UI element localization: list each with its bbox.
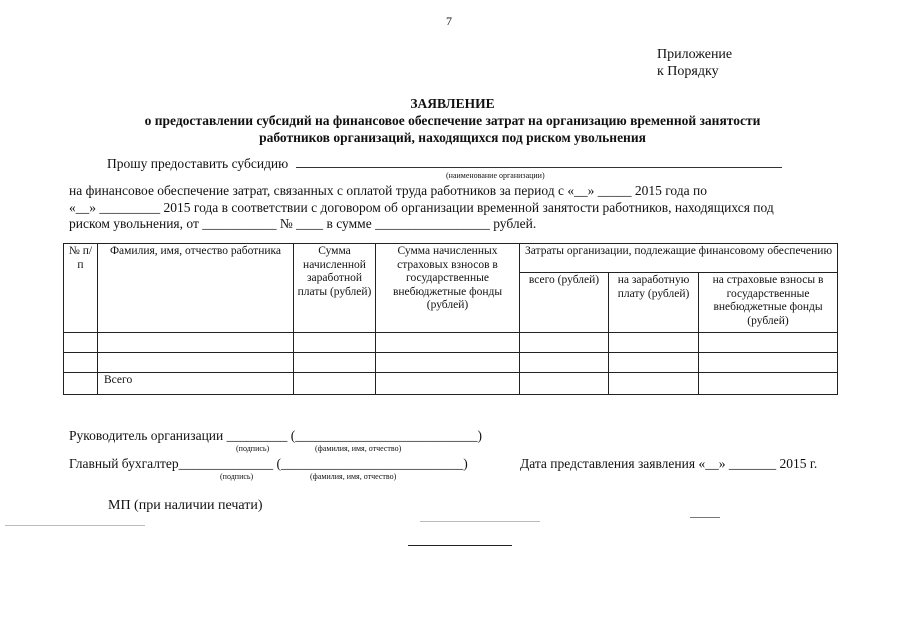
scan-artifact — [690, 517, 720, 518]
table-cell — [699, 373, 838, 395]
header-costs-total: всего (рублей) — [520, 273, 609, 333]
table-cell — [98, 353, 294, 373]
paragraph-line-2: «__» _________ 2015 года в соответствии с договором об организации временной занятости работников, находящихся под — [69, 199, 774, 215]
request-label: Прошу предоставить субсидию — [107, 156, 289, 171]
table-cell — [699, 333, 838, 353]
workers-table — [63, 243, 838, 395]
accountant-signature-line: ______________ (___________________________) — [178, 456, 468, 471]
submission-date: Дата представления заявления «__» _______ 2015 г. — [520, 456, 818, 471]
organization-name-caption: (наименование организации) — [446, 171, 545, 180]
paragraph-line-3: риском увольнения, от ___________ № ____ в сумме _________________ рублей. — [69, 216, 537, 231]
head-signature-row — [69, 428, 482, 444]
table-cell — [609, 333, 699, 353]
table-cell — [609, 373, 699, 395]
table-total-row — [64, 373, 838, 395]
header-contributions: Сумма начисленных страховых взносов в государственные внебюджетные фонды (рублей) — [376, 244, 520, 333]
head-signature-line: _________ (___________________________) — [226, 428, 483, 443]
title-subheading-1: о предоставлении субсидий на финансовое обеспечение затрат на организацию временной занятости — [144, 113, 761, 128]
header-organization-costs: Затраты организации, подлежащие финансовому обеспечению — [520, 244, 838, 273]
appendix-line-1: Приложение — [657, 47, 733, 62]
accountant-signature-row — [69, 456, 468, 472]
paragraph-line-1: на финансовое обеспечение затрат, связанных с оплатой труда работников за период с «__» _____ 2015 года по — [69, 183, 707, 198]
accountant-fio-caption: (фамилия, имя, отчество) — [310, 472, 397, 481]
stamp-note: МП (при наличии печати) — [108, 498, 263, 513]
head-label: Руководитель организации — [69, 428, 224, 443]
appendix-note — [657, 46, 732, 80]
appendix-line-2: к Порядку — [657, 64, 719, 79]
header-costs-insurance: на страховые взносы в государственные внебюджетные фонды (рублей) — [699, 273, 838, 333]
header-costs-wage: на заработную плату (рублей) — [609, 273, 699, 333]
head-fio-caption: (фамилия, имя, отчество) — [315, 444, 402, 453]
scan-artifact — [420, 521, 540, 522]
accountant-signature-caption: (подпись) — [220, 472, 254, 481]
document-title — [0, 95, 905, 146]
table-cell — [64, 353, 98, 373]
organization-name-line — [296, 160, 782, 168]
table-cell — [520, 373, 609, 395]
table-cell — [376, 373, 520, 395]
title-heading: ЗАЯВЛЕНИЕ — [410, 96, 495, 111]
table-cell — [294, 373, 376, 395]
table-cell — [294, 333, 376, 353]
table-cell — [64, 373, 98, 395]
table-cell — [376, 333, 520, 353]
table-cell — [376, 353, 520, 373]
header-full-name: Фамилия, имя, отчество работника — [98, 244, 294, 333]
header-number: № п/п — [64, 244, 98, 333]
table-row — [64, 353, 838, 373]
scan-artifact — [5, 525, 145, 526]
table-cell — [294, 353, 376, 373]
table-cell — [520, 353, 609, 373]
table-cell — [609, 353, 699, 373]
table-cell — [699, 353, 838, 373]
title-subheading-2: работников организаций, находящихся под риском увольнения — [259, 130, 646, 145]
table-cell — [64, 333, 98, 353]
header-salary: Сумма начисленной заработной платы (рублей) — [294, 244, 376, 333]
page-number: 7 — [446, 14, 452, 28]
head-signature-caption: (подпись) — [236, 444, 270, 453]
table-cell — [98, 333, 294, 353]
total-label: Всего — [98, 373, 294, 395]
bottom-divider — [408, 545, 512, 546]
accountant-label: Главный бухгалтер — [69, 456, 179, 471]
table-cell — [520, 333, 609, 353]
table-row — [64, 333, 838, 353]
request-paragraph — [69, 183, 835, 233]
